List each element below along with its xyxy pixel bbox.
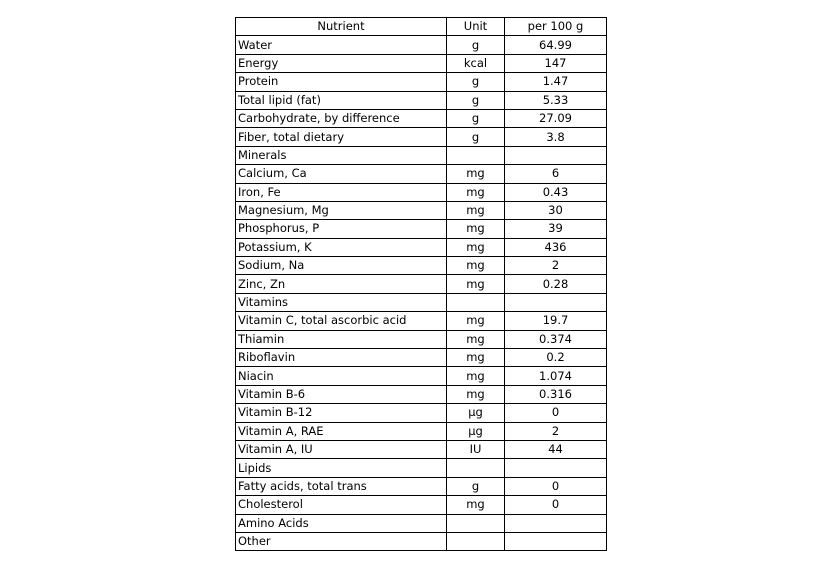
cell-nutrient: Iron, Fe: [236, 183, 447, 201]
cell-value: 44: [505, 440, 607, 458]
cell-unit: [447, 293, 505, 311]
cell-value: 1.47: [505, 73, 607, 91]
cell-nutrient: Niacin: [236, 367, 447, 385]
cell-nutrient: Energy: [236, 54, 447, 72]
cell-nutrient: Vitamin C, total ascorbic acid: [236, 312, 447, 330]
cell-value: [505, 514, 607, 532]
cell-nutrient: Phosphorus, P: [236, 220, 447, 238]
cell-value: 6: [505, 165, 607, 183]
cell-value: 5.33: [505, 91, 607, 109]
cell-unit: mg: [447, 275, 505, 293]
cell-value: [505, 532, 607, 550]
cell-value: 1.074: [505, 367, 607, 385]
table-row: [236, 440, 607, 458]
cell-value: 2: [505, 422, 607, 440]
header-nutrient: Nutrient: [236, 18, 447, 36]
header-unit: Unit: [447, 18, 505, 36]
table-row: [236, 496, 607, 514]
cell-nutrient: Vitamin A, IU: [236, 440, 447, 458]
table-row: [236, 73, 607, 91]
table-row: [236, 54, 607, 72]
cell-nutrient: Calcium, Ca: [236, 165, 447, 183]
cell-value: 0.316: [505, 385, 607, 403]
cell-unit: [447, 146, 505, 164]
cell-unit: g: [447, 73, 505, 91]
cell-unit: µg: [447, 404, 505, 422]
cell-nutrient: Magnesium, Mg: [236, 201, 447, 219]
table-row: [236, 459, 607, 477]
cell-unit: mg: [447, 238, 505, 256]
cell-nutrient: Riboflavin: [236, 349, 447, 367]
cell-unit: [447, 459, 505, 477]
cell-nutrient: Water: [236, 36, 447, 54]
cell-unit: g: [447, 128, 505, 146]
table-row: [236, 349, 607, 367]
cell-nutrient: Total lipid (fat): [236, 91, 447, 109]
cell-value: 0: [505, 496, 607, 514]
cell-value: [505, 459, 607, 477]
table-row: [236, 220, 607, 238]
cell-value: 3.8: [505, 128, 607, 146]
cell-unit: mg: [447, 165, 505, 183]
cell-unit: µg: [447, 422, 505, 440]
cell-unit: mg: [447, 220, 505, 238]
cell-unit: kcal: [447, 54, 505, 72]
cell-nutrient: Fatty acids, total trans: [236, 477, 447, 495]
table-row: [236, 532, 607, 550]
cell-nutrient: Lipids: [236, 459, 447, 477]
table-row: [236, 293, 607, 311]
table-row: [236, 146, 607, 164]
cell-unit: g: [447, 36, 505, 54]
nutrient-table: [235, 17, 607, 551]
cell-unit: mg: [447, 330, 505, 348]
table-row: [236, 165, 607, 183]
cell-nutrient: Other: [236, 532, 447, 550]
cell-value: 2: [505, 257, 607, 275]
cell-unit: mg: [447, 367, 505, 385]
cell-value: 436: [505, 238, 607, 256]
table-row: [236, 275, 607, 293]
cell-nutrient: Carbohydrate, by difference: [236, 109, 447, 127]
cell-value: 19.7: [505, 312, 607, 330]
header-per-100g: per 100 g: [505, 18, 607, 36]
table-row: [236, 422, 607, 440]
cell-unit: [447, 514, 505, 532]
table-row: [236, 367, 607, 385]
table-body: [236, 36, 607, 551]
table-row: [236, 128, 607, 146]
cell-value: [505, 146, 607, 164]
cell-unit: mg: [447, 201, 505, 219]
cell-unit: mg: [447, 496, 505, 514]
cell-nutrient: Vitamin A, RAE: [236, 422, 447, 440]
cell-nutrient: Vitamin B-6: [236, 385, 447, 403]
cell-value: 0.43: [505, 183, 607, 201]
cell-unit: mg: [447, 312, 505, 330]
cell-unit: mg: [447, 183, 505, 201]
table-row: [236, 312, 607, 330]
cell-nutrient: Zinc, Zn: [236, 275, 447, 293]
cell-unit: g: [447, 477, 505, 495]
table-row: [236, 330, 607, 348]
cell-unit: IU: [447, 440, 505, 458]
cell-nutrient: Vitamins: [236, 293, 447, 311]
cell-nutrient: Cholesterol: [236, 496, 447, 514]
cell-value: 0.374: [505, 330, 607, 348]
table-row: [236, 91, 607, 109]
cell-value: 39: [505, 220, 607, 238]
table-row: [236, 514, 607, 532]
cell-unit: mg: [447, 385, 505, 403]
table-row: [236, 477, 607, 495]
cell-value: [505, 293, 607, 311]
table-row: [236, 109, 607, 127]
cell-value: 147: [505, 54, 607, 72]
cell-unit: mg: [447, 257, 505, 275]
cell-nutrient: Potassium, K: [236, 238, 447, 256]
cell-nutrient: Thiamin: [236, 330, 447, 348]
table-row: [236, 183, 607, 201]
cell-nutrient: Amino Acids: [236, 514, 447, 532]
table-row: [236, 238, 607, 256]
table-row: [236, 385, 607, 403]
table-row: [236, 201, 607, 219]
table-row: [236, 404, 607, 422]
cell-value: 0.28: [505, 275, 607, 293]
cell-nutrient: Vitamin B-12: [236, 404, 447, 422]
cell-nutrient: Minerals: [236, 146, 447, 164]
cell-nutrient: Fiber, total dietary: [236, 128, 447, 146]
cell-value: 0: [505, 404, 607, 422]
header-row: [236, 18, 607, 36]
cell-value: 64.99: [505, 36, 607, 54]
cell-unit: g: [447, 91, 505, 109]
cell-unit: [447, 532, 505, 550]
cell-value: 27.09: [505, 109, 607, 127]
cell-value: 0.2: [505, 349, 607, 367]
cell-nutrient: Protein: [236, 73, 447, 91]
cell-nutrient: Sodium, Na: [236, 257, 447, 275]
cell-value: 0: [505, 477, 607, 495]
cell-value: 30: [505, 201, 607, 219]
cell-unit: g: [447, 109, 505, 127]
cell-unit: mg: [447, 349, 505, 367]
table-row: [236, 36, 607, 54]
table-row: [236, 257, 607, 275]
